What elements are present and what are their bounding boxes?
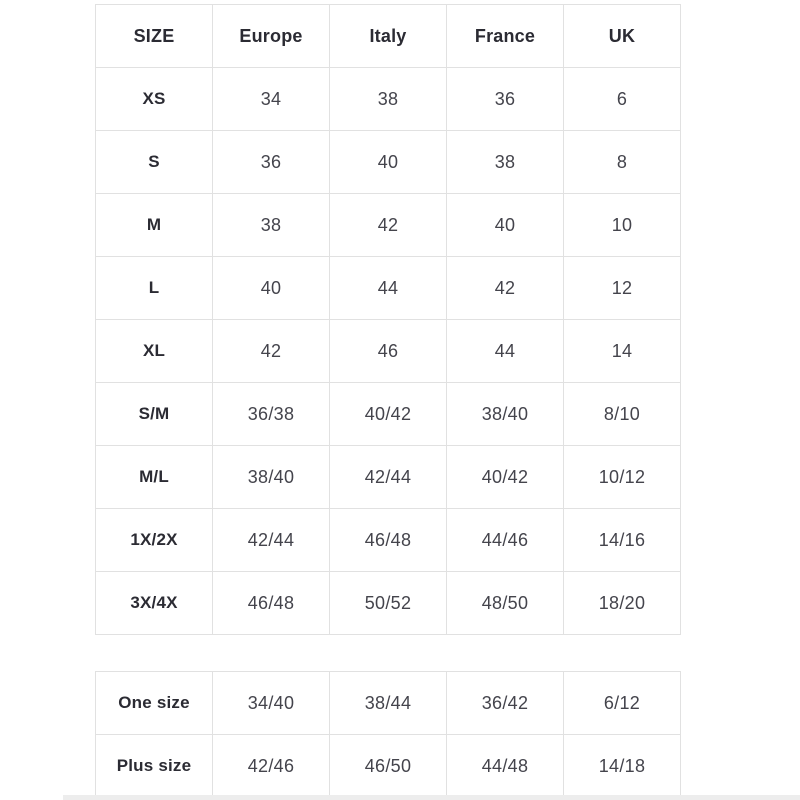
row-label-cell-xl: XL xyxy=(96,320,213,383)
value-cell: 46/48 xyxy=(213,572,330,635)
value-cell: 40/42 xyxy=(330,383,447,446)
value-cell: 44/46 xyxy=(447,509,564,572)
table-row xyxy=(96,672,681,735)
table-row xyxy=(96,572,681,635)
value-cell: 8/10 xyxy=(564,383,681,446)
value-cell: 44 xyxy=(447,320,564,383)
row-label-cell-1x-2x: 1X/2X xyxy=(96,509,213,572)
row-label-cell-l: L xyxy=(96,257,213,320)
value-cell: 46/50 xyxy=(330,735,447,798)
row-label-cell-m: M xyxy=(96,194,213,257)
header-cell-size: SIZE xyxy=(96,5,213,68)
value-cell: 42/44 xyxy=(330,446,447,509)
special-size-rows xyxy=(96,672,681,798)
value-cell: 38/40 xyxy=(213,446,330,509)
value-cell: 46 xyxy=(330,320,447,383)
table-row xyxy=(96,509,681,572)
value-cell: 42 xyxy=(330,194,447,257)
value-cell: 48/50 xyxy=(447,572,564,635)
header-cell-europe: Europe xyxy=(213,5,330,68)
row-label-cell-s-m: S/M xyxy=(96,383,213,446)
value-cell: 10 xyxy=(564,194,681,257)
header-cell-uk: UK xyxy=(564,5,681,68)
value-cell: 34/40 xyxy=(213,672,330,735)
size-rows xyxy=(96,68,681,635)
value-cell: 40/42 xyxy=(447,446,564,509)
value-cell: 42 xyxy=(213,320,330,383)
value-cell: 6 xyxy=(564,68,681,131)
value-cell: 42/44 xyxy=(213,509,330,572)
value-cell: 38/44 xyxy=(330,672,447,735)
table-row xyxy=(96,68,681,131)
value-cell: 38 xyxy=(447,131,564,194)
size-conversion-table xyxy=(95,4,681,635)
value-cell: 40 xyxy=(330,131,447,194)
value-cell: 50/52 xyxy=(330,572,447,635)
value-cell: 38 xyxy=(330,68,447,131)
value-cell: 36 xyxy=(213,131,330,194)
row-label-cell-xs: XS xyxy=(96,68,213,131)
size-chart-container xyxy=(95,4,681,798)
row-label-cell-s: S xyxy=(96,131,213,194)
table-row xyxy=(96,446,681,509)
value-cell: 14/16 xyxy=(564,509,681,572)
value-cell: 12 xyxy=(564,257,681,320)
value-cell: 42 xyxy=(447,257,564,320)
row-label-cell-one-size: One size xyxy=(96,672,213,735)
value-cell: 36 xyxy=(447,68,564,131)
header-row xyxy=(96,5,681,68)
table-row xyxy=(96,320,681,383)
table-row xyxy=(96,194,681,257)
value-cell: 10/12 xyxy=(564,446,681,509)
value-cell: 38/40 xyxy=(447,383,564,446)
row-label-cell-plus-size: Plus size xyxy=(96,735,213,798)
value-cell: 40 xyxy=(213,257,330,320)
value-cell: 14 xyxy=(564,320,681,383)
header-cell-italy: Italy xyxy=(330,5,447,68)
value-cell: 36/42 xyxy=(447,672,564,735)
value-cell: 36/38 xyxy=(213,383,330,446)
table-row xyxy=(96,735,681,798)
value-cell: 44 xyxy=(330,257,447,320)
table-row xyxy=(96,131,681,194)
horizontal-scrollbar-track[interactable] xyxy=(63,795,800,800)
value-cell: 18/20 xyxy=(564,572,681,635)
value-cell: 14/18 xyxy=(564,735,681,798)
table-row xyxy=(96,257,681,320)
table-row xyxy=(96,383,681,446)
value-cell: 8 xyxy=(564,131,681,194)
value-cell: 6/12 xyxy=(564,672,681,735)
value-cell: 44/48 xyxy=(447,735,564,798)
value-cell: 34 xyxy=(213,68,330,131)
value-cell: 46/48 xyxy=(330,509,447,572)
value-cell: 42/46 xyxy=(213,735,330,798)
value-cell: 40 xyxy=(447,194,564,257)
row-label-cell-m-l: M/L xyxy=(96,446,213,509)
row-label-cell-3x-4x: 3X/4X xyxy=(96,572,213,635)
value-cell: 38 xyxy=(213,194,330,257)
header-cell-france: France xyxy=(447,5,564,68)
special-sizes-table xyxy=(95,671,681,798)
